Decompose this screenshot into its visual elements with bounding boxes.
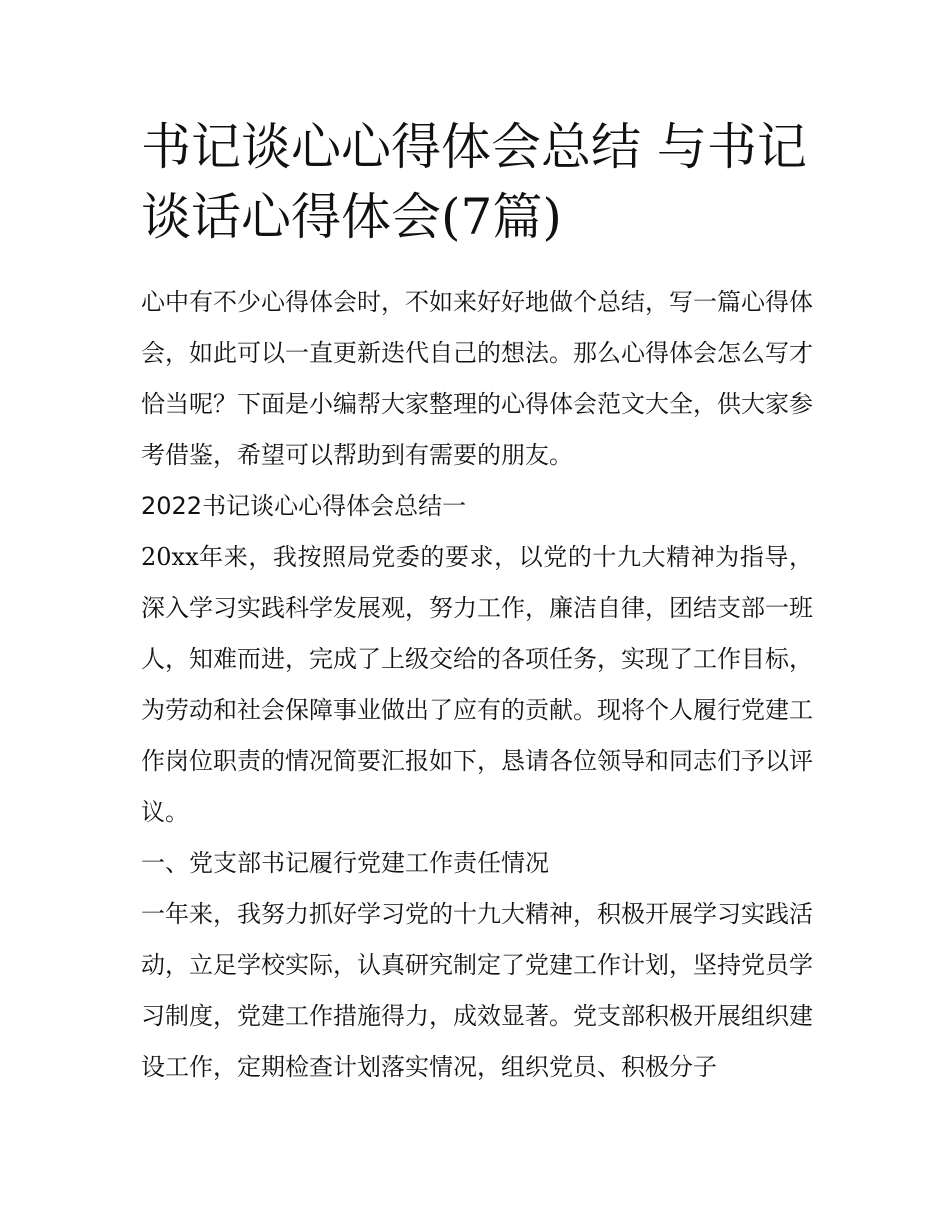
document-title: 书记谈心心得体会总结 与书记谈话心得体会(7篇) (141, 118, 807, 246)
section-heading: 2022书记谈心心得体会总结一 (141, 492, 467, 520)
body-paragraph-1: 20xx年来，我按照局党委的要求，以党的十九大精神为指导，深入学习实践科学发展观，努力工作，廉洁自律，团结支部一班人，知难而进，完成了上级交给的各项任务，实现了工作目标，为劳动和社会保障事业做出了应有的贡献。现将个人履行党建工作岗位职责的情况简要汇报如下，恳请各位领导和同志们予以评议。 (141, 543, 813, 826)
document-page (141, 112, 813, 1093)
intro-paragraph: 心中有不少心得体会时，不如来好好地做个总结，写一篇心得体会，如此可以一直更新迭代自己的想法。那么心得体会怎么写才恰当呢？下面是小编帮大家整理的心得体会范文大全，供大家参考借鉴，希望可以帮助到有需要的朋友。 (141, 288, 813, 469)
subheading: 一、党支部书记履行党建工作责任情况 (141, 849, 549, 877)
body-paragraph-2: 一年来，我努力抓好学习党的十九大精神，积极开展学习实践活动，立足学校实际，认真研究制定了党建工作计划，坚持党员学习制度，党建工作措施得力，成效显著。党支部积极开展组织建设工作，定期检查计划落实情况，组织党员、积极分子 (141, 900, 813, 1081)
